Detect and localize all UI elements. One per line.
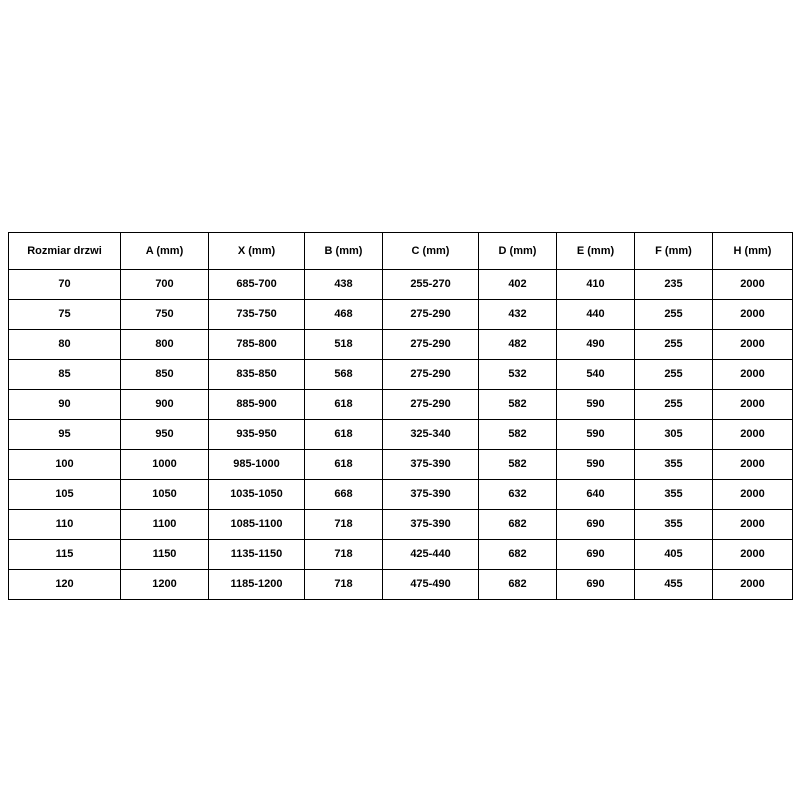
cell-c: 375-390	[383, 480, 479, 510]
table-header	[9, 233, 793, 270]
cell-e: 640	[557, 480, 635, 510]
cell-h: 2000	[713, 330, 793, 360]
cell-h: 2000	[713, 540, 793, 570]
cell-b: 438	[305, 270, 383, 300]
column-header-c: C (mm)	[383, 233, 479, 270]
cell-b: 468	[305, 300, 383, 330]
table-row	[9, 450, 793, 480]
cell-h: 2000	[713, 510, 793, 540]
cell-x: 935-950	[209, 420, 305, 450]
door-size-specification-table	[8, 232, 793, 600]
table-body	[9, 270, 793, 600]
cell-c: 275-290	[383, 330, 479, 360]
cell-d: 682	[479, 540, 557, 570]
cell-f: 305	[635, 420, 713, 450]
table-row	[9, 420, 793, 450]
cell-c: 255-270	[383, 270, 479, 300]
cell-size: 95	[9, 420, 121, 450]
cell-size: 80	[9, 330, 121, 360]
cell-x: 1035-1050	[209, 480, 305, 510]
cell-a: 1200	[121, 570, 209, 600]
cell-d: 402	[479, 270, 557, 300]
cell-c: 275-290	[383, 300, 479, 330]
cell-h: 2000	[713, 360, 793, 390]
cell-f: 355	[635, 510, 713, 540]
cell-x: 1085-1100	[209, 510, 305, 540]
cell-h: 2000	[713, 570, 793, 600]
cell-h: 2000	[713, 390, 793, 420]
cell-size: 70	[9, 270, 121, 300]
cell-d: 582	[479, 450, 557, 480]
cell-f: 355	[635, 480, 713, 510]
cell-e: 410	[557, 270, 635, 300]
column-header-a: A (mm)	[121, 233, 209, 270]
table-row	[9, 330, 793, 360]
cell-x: 785-800	[209, 330, 305, 360]
cell-a: 1050	[121, 480, 209, 510]
table-row	[9, 360, 793, 390]
cell-size: 115	[9, 540, 121, 570]
cell-b: 568	[305, 360, 383, 390]
cell-size: 85	[9, 360, 121, 390]
column-header-x: X (mm)	[209, 233, 305, 270]
cell-e: 590	[557, 420, 635, 450]
cell-size: 120	[9, 570, 121, 600]
column-header-e: E (mm)	[557, 233, 635, 270]
cell-e: 590	[557, 450, 635, 480]
cell-size: 75	[9, 300, 121, 330]
cell-c: 375-390	[383, 510, 479, 540]
cell-d: 582	[479, 390, 557, 420]
table-row	[9, 480, 793, 510]
cell-b: 618	[305, 450, 383, 480]
cell-size: 110	[9, 510, 121, 540]
cell-c: 425-440	[383, 540, 479, 570]
column-header-rozmiar-drzwi: Rozmiar drzwi	[9, 233, 121, 270]
cell-f: 255	[635, 390, 713, 420]
cell-h: 2000	[713, 420, 793, 450]
cell-d: 432	[479, 300, 557, 330]
cell-a: 1150	[121, 540, 209, 570]
cell-f: 255	[635, 360, 713, 390]
cell-b: 718	[305, 570, 383, 600]
cell-h: 2000	[713, 480, 793, 510]
cell-d: 632	[479, 480, 557, 510]
table-row	[9, 300, 793, 330]
cell-b: 718	[305, 540, 383, 570]
column-header-f: F (mm)	[635, 233, 713, 270]
cell-e: 440	[557, 300, 635, 330]
cell-x: 1135-1150	[209, 540, 305, 570]
table-row	[9, 570, 793, 600]
cell-c: 375-390	[383, 450, 479, 480]
column-header-h: H (mm)	[713, 233, 793, 270]
column-header-d: D (mm)	[479, 233, 557, 270]
cell-size: 100	[9, 450, 121, 480]
specification-table-container	[8, 232, 792, 600]
cell-a: 950	[121, 420, 209, 450]
cell-d: 532	[479, 360, 557, 390]
cell-b: 718	[305, 510, 383, 540]
cell-a: 1000	[121, 450, 209, 480]
cell-d: 682	[479, 510, 557, 540]
cell-c: 325-340	[383, 420, 479, 450]
cell-a: 900	[121, 390, 209, 420]
cell-x: 885-900	[209, 390, 305, 420]
cell-a: 850	[121, 360, 209, 390]
cell-c: 275-290	[383, 390, 479, 420]
cell-e: 540	[557, 360, 635, 390]
column-header-b: B (mm)	[305, 233, 383, 270]
cell-a: 700	[121, 270, 209, 300]
cell-h: 2000	[713, 450, 793, 480]
cell-b: 668	[305, 480, 383, 510]
cell-b: 618	[305, 420, 383, 450]
cell-e: 690	[557, 510, 635, 540]
table-header-row	[9, 233, 793, 270]
table-row	[9, 270, 793, 300]
cell-x: 735-750	[209, 300, 305, 330]
cell-x: 1185-1200	[209, 570, 305, 600]
cell-a: 750	[121, 300, 209, 330]
cell-h: 2000	[713, 300, 793, 330]
cell-x: 685-700	[209, 270, 305, 300]
cell-f: 355	[635, 450, 713, 480]
cell-a: 1100	[121, 510, 209, 540]
cell-e: 490	[557, 330, 635, 360]
cell-b: 518	[305, 330, 383, 360]
cell-size: 105	[9, 480, 121, 510]
cell-x: 985-1000	[209, 450, 305, 480]
cell-d: 682	[479, 570, 557, 600]
table-row	[9, 540, 793, 570]
table-row	[9, 390, 793, 420]
cell-x: 835-850	[209, 360, 305, 390]
cell-e: 590	[557, 390, 635, 420]
cell-c: 475-490	[383, 570, 479, 600]
cell-f: 255	[635, 330, 713, 360]
cell-b: 618	[305, 390, 383, 420]
cell-f: 405	[635, 540, 713, 570]
cell-f: 235	[635, 270, 713, 300]
table-row	[9, 510, 793, 540]
cell-a: 800	[121, 330, 209, 360]
cell-d: 482	[479, 330, 557, 360]
cell-d: 582	[479, 420, 557, 450]
cell-h: 2000	[713, 270, 793, 300]
cell-f: 255	[635, 300, 713, 330]
cell-f: 455	[635, 570, 713, 600]
cell-c: 275-290	[383, 360, 479, 390]
cell-size: 90	[9, 390, 121, 420]
cell-e: 690	[557, 570, 635, 600]
cell-e: 690	[557, 540, 635, 570]
